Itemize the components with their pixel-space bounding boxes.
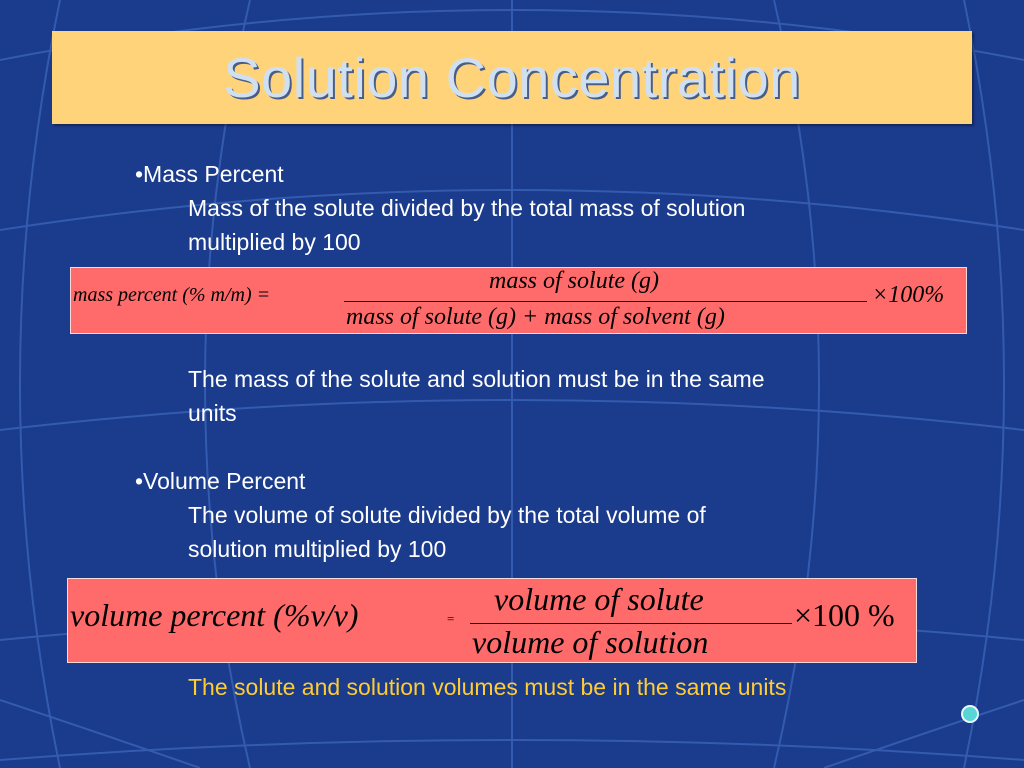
mass-percent-desc-line1: Mass of the solute divided by the total mass of solution (188, 195, 746, 221)
volume-percent-heading: •Volume Percent (135, 468, 306, 494)
mass-percent-formula (70, 267, 967, 334)
volume-percent-formula (67, 578, 917, 663)
title-box (52, 31, 972, 124)
mass-percent-note-line2: units (188, 400, 237, 426)
volume-percent-formula-numerator: volume of solute (494, 581, 704, 617)
circle-icon[interactable] (961, 705, 979, 723)
mass-percent-formula-lhs: mass percent (% m/m) = (73, 284, 271, 306)
mass-percent-note-line1: The mass of the solute and solution must be in the same (188, 366, 765, 392)
mass-percent-heading: •Mass Percent (135, 161, 284, 187)
volume-percent-formula-times: ×100 % (794, 597, 895, 633)
volume-percent-formula-denominator: volume of solution (472, 624, 709, 660)
slide-title: Solution Concentration (223, 46, 801, 109)
mass-percent-formula-denominator: mass of solute (g) + mass of solvent (g) (346, 304, 725, 330)
volume-percent-note: The solute and solution volumes must be in the same units (188, 674, 787, 700)
mass-percent-formula-times: ×100% (872, 282, 945, 308)
fraction-bar (344, 301, 867, 302)
volume-percent-desc-line2: solution multiplied by 100 (188, 536, 447, 562)
mass-percent-desc-line2: multiplied by 100 (188, 229, 361, 255)
mass-percent-formula-numerator: mass of solute (g) (489, 268, 659, 294)
volume-percent-formula-equals: = (447, 611, 455, 626)
volume-percent-desc-line1: The volume of solute divided by the total volume of (188, 502, 706, 528)
volume-percent-formula-lhs: volume percent (%v/v) (70, 597, 359, 633)
